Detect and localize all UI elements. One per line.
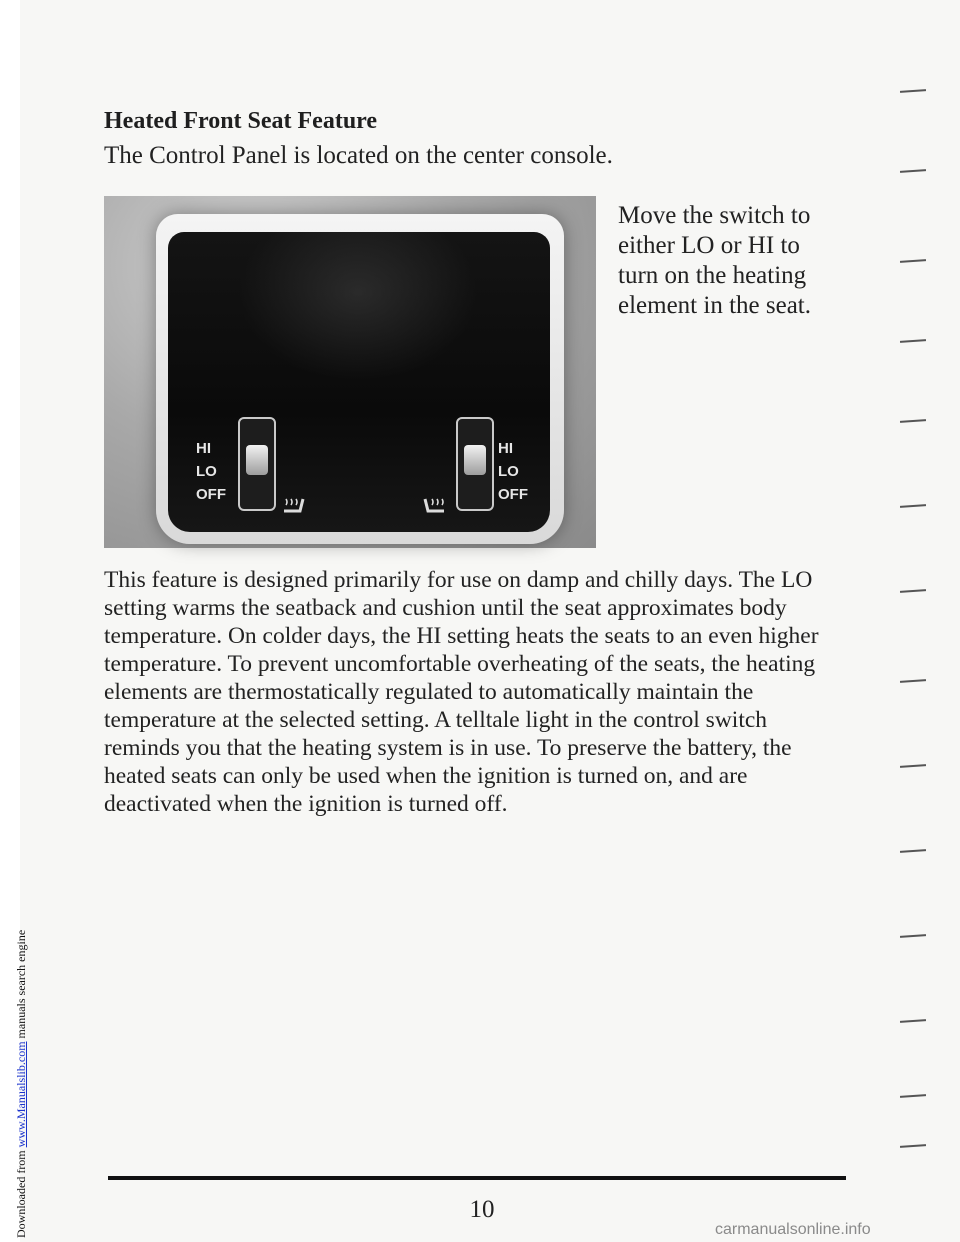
left-off-label: OFF — [196, 486, 226, 503]
download-banner — [0, 0, 28, 1242]
scan-mark — [900, 259, 926, 263]
right-rocker — [464, 445, 486, 475]
scan-mark — [900, 679, 926, 683]
page-number: 10 — [469, 1196, 495, 1223]
left-hi-label: HI — [196, 440, 211, 457]
download-banner-text — [14, 930, 29, 1238]
left-switch-labels — [196, 437, 226, 506]
manualslib-link[interactable]: www.Manualslib.com — [14, 1041, 28, 1148]
heated-seat-icon — [420, 491, 450, 515]
scan-mark — [900, 169, 926, 173]
feature-description: This feature is designed primarily for use on damp and chilly days. The LO setting warms the seatback and cushion until the seat approximates body temperature. On colder days, the HI setting heats the seats to an even higher temperature. To prevent uncomfortable overheating of the seats, the heating elements are thermostatically regulated to automatically maintain the temperature at the selected setting. A telltale light in the control switch reminds you that the heating system is in use. To preserve the battery, the heated seats can only be used when the ignition is turned on, and are deactivated when the ignition is turned off. — [104, 567, 819, 817]
right-rocker-housing — [456, 417, 494, 511]
control-panel — [168, 232, 550, 532]
scan-mark — [900, 419, 926, 423]
scan-mark — [900, 1019, 926, 1023]
control-panel-photo — [104, 196, 596, 548]
left-lo-label: LO — [196, 463, 217, 480]
left-seat-switch — [182, 407, 332, 517]
right-seat-switch — [390, 407, 540, 517]
right-switch-labels — [498, 437, 528, 506]
left-rocker — [246, 445, 268, 475]
right-off-label: OFF — [498, 486, 528, 503]
scan-mark — [900, 764, 926, 768]
scan-mark — [900, 589, 926, 593]
left-rocker-housing — [238, 417, 276, 511]
scan-mark — [900, 339, 926, 343]
right-hi-label: HI — [498, 440, 513, 457]
right-lo-label: LO — [498, 463, 519, 480]
scan-mark — [900, 934, 926, 938]
panel-glare — [238, 232, 478, 382]
scan-mark — [900, 89, 926, 93]
scan-mark — [900, 1094, 926, 1098]
footer-rule — [108, 1176, 846, 1180]
section-heading: Heated Front Seat Feature — [104, 108, 378, 134]
heated-seat-icon — [278, 491, 308, 515]
scan-mark — [900, 849, 926, 853]
intro-text: The Control Panel is located on the center console. — [104, 142, 613, 169]
scan-mark — [900, 504, 926, 508]
banner-prefix: Downloaded from — [14, 1147, 28, 1238]
switch-instruction: Move the switch to either LO or HI to turn on the heating element in the seat. — [618, 202, 811, 319]
watermark: carmanualsonline.info — [715, 1221, 871, 1238]
scan-margin-marks — [900, 60, 940, 1160]
scan-mark — [900, 1144, 926, 1148]
banner-suffix: manuals search engine — [14, 929, 28, 1042]
